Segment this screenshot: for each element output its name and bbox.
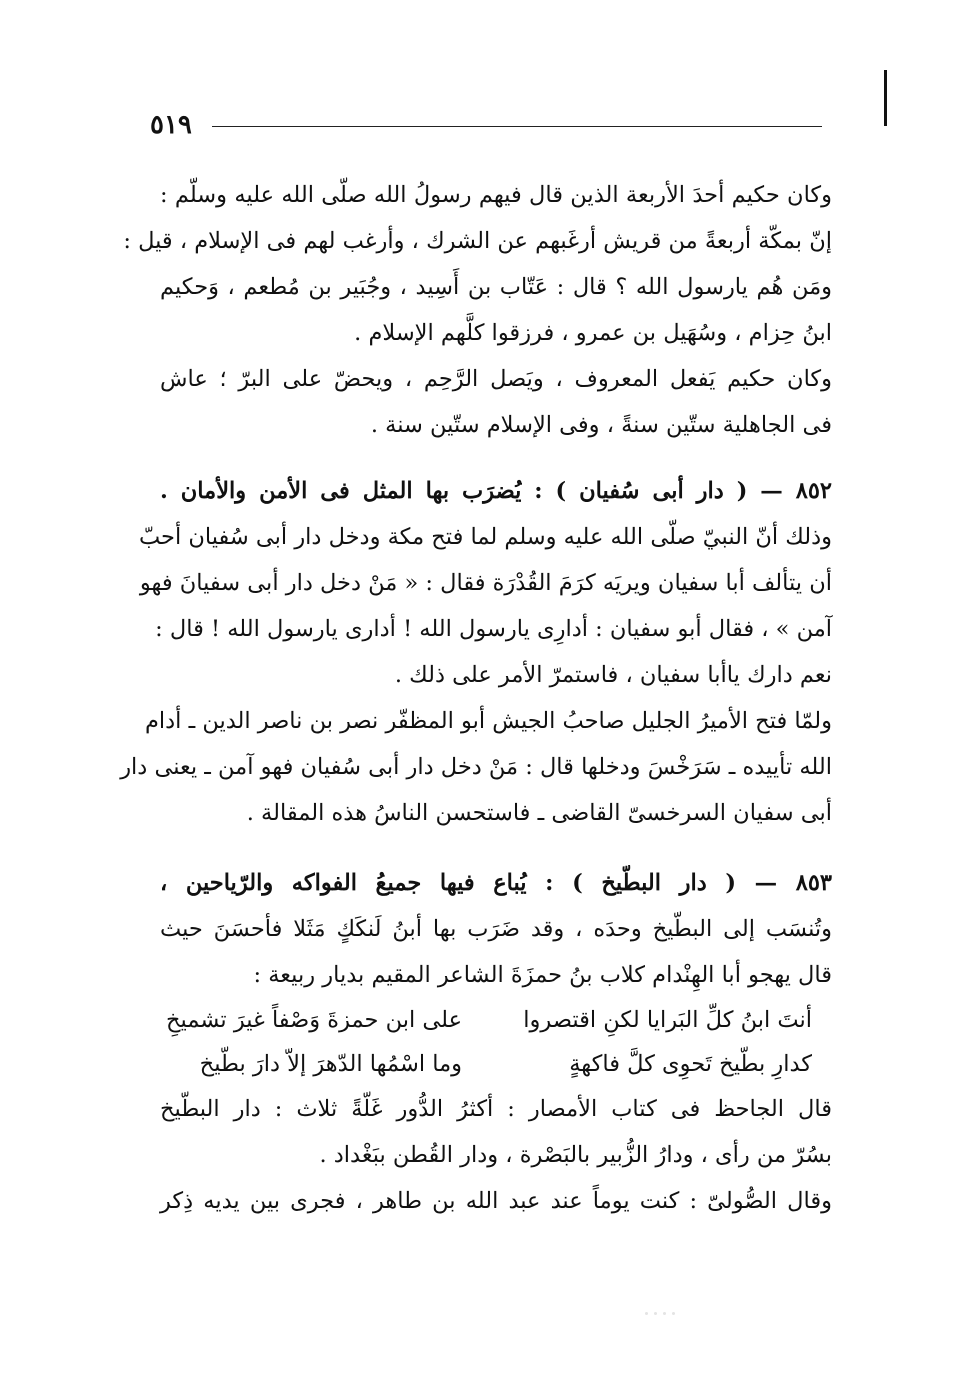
text-line: وذلك أنّ النبيّ صلّى الله عليه وسلم لما فتح مكة ودخل دار أبى سُفيان أحبّ (138, 524, 832, 550)
text-line: ومَن هُم يارسول الله ؟ قال : عَتّاب بن أَسِيد ، وجُبَير بن مُطعم ، وَحكيم (160, 274, 832, 300)
scan-speck (645, 1300, 705, 1308)
text-line: أن يتألف أبا سفيان ويريَه كرَمَ القُدْرَة فقال : « مَنْ دخل دار أبى سفيانَ فهو (139, 570, 832, 596)
hemistich-first: أنتَ ابنُ كلِّ البَرايا لكنِ اقتصروا (523, 1007, 812, 1033)
text-line: وتُنسَب إلى البطّيخ وحدَه ، وقد ضَرَب بها أبنُ لَنكَكٍ مَثَلا فأحسَنَ حيث (160, 916, 832, 942)
text-line: قال الجاحظ فى كتاب الأمصار : أكثرُ الدُّور غَلّةً ثلاث : دار البطّيخ (160, 1096, 832, 1122)
margin-rule (884, 70, 887, 126)
hemistich-second: وما اسْمُها الدّهرَ إلاّ دارَ بطّيخ (199, 1051, 462, 1077)
text-line: وكان حكيم أحدَ الأربعة الذين قال فيهم رسولُ الله صلّى الله عليه وسلّم : (160, 182, 832, 208)
poem (160, 998, 832, 1086)
text-line: إنّ بمكّة أربعةً من قريش أرغَبهم عن الشرك ، وأرغب لهم فى الإسلام ، قيل : (123, 228, 832, 254)
paragraph-hakim-deeds (160, 356, 832, 448)
page-body (120, 172, 832, 1224)
poem-verse (160, 998, 832, 1042)
paragraph-hakim-four (123, 172, 832, 356)
spacer (160, 448, 832, 468)
page-header (150, 110, 822, 140)
text-line: الله تأييده ـ سَرَخْسَ ودخلها قال : مَنْ دخل دار أبى سُفيان فهو آمن ـ يعنى دار (120, 754, 832, 780)
entry-heading: ٨٥٢ — ( دار أبى سُفيان ) : يُضرَب بها المثل فى الأمن والأمان . (160, 478, 832, 504)
text-line: نعم دارك ياأبا سفيان ، فاستمرّ الأمر على ذلك . (394, 662, 832, 688)
hemistich-second: على ابن حمزةَ وَصْفاً غيرَ تشميخِ (166, 1007, 462, 1033)
entry-852 (120, 468, 832, 836)
text-line: ولمّا فتح الأميرُ الجليل صاحبُ الجيش أبو المظفّر نصر بن ناصر الدين ـ أدام (144, 708, 832, 734)
spacer (160, 836, 832, 860)
text-line: وكان حكيم يَفعل المعروف ، ويَصل الرَّحِم ، ويحضّ على البرّ ؛ عاش (160, 366, 832, 392)
text-line: آمن » ، فقال أبو سفيان : أدارِى يارسول الله ! أدارى يارسول الله ! قال : (155, 616, 832, 642)
page-number: ٥١٩ (150, 110, 192, 140)
text-line: أبى سفيان السرخسىّ القاضى ـ فاستحسن الناسُ هذه المقالة . (246, 800, 832, 826)
header-rule (212, 126, 822, 127)
text-line: بسُرّ من رأى ، ودارُ الزُّبير بالبَصْرة ، ودار القُطن ببَغْداد . (319, 1142, 832, 1168)
text-line: فى الجاهلية ستّين سنةً ، وفى الإسلام ستّين سنة . (370, 412, 832, 438)
entry-853 (160, 860, 832, 1224)
text-line: وقال الصُّولىّ : كنت يوماً عند عبد الله بن طاهر ، فجرى بين يديه ذِكر (160, 1188, 832, 1214)
poem-verse (160, 1042, 832, 1086)
entry-heading: ٨٥٣ — ( دار البطّيخ ) : يُباع فيها جميعُ الفواكه والرّياحين ، (160, 870, 832, 896)
text-line: ابنُ حِزام ، وسُهَيل بن عمرو ، فرزقوا كلَّهم الإسلام . (354, 320, 832, 346)
hemistich-first: كدارِ بطّيخ تَحوِى كلَّ فاكهةٍ (569, 1051, 812, 1077)
text-line: قال يهجو أبا الهِنْدام كلاب بنُ حمزَةَ الشاعر المقيم بديار ربيعة : (253, 962, 832, 988)
